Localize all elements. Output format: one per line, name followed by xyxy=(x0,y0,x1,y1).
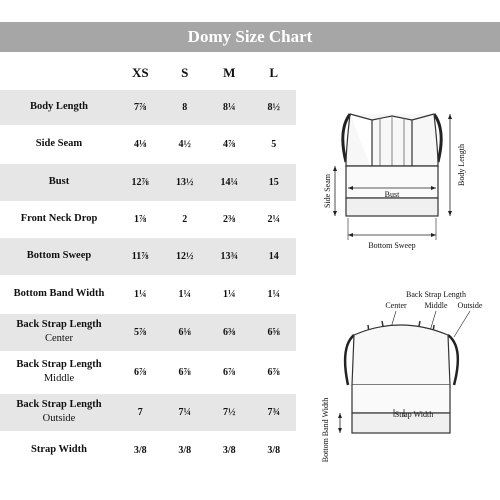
size-value: 3/8 xyxy=(118,432,163,468)
table-row xyxy=(0,236,296,276)
size-table xyxy=(0,56,296,470)
back-body xyxy=(352,385,450,413)
table-row xyxy=(0,312,296,352)
table-row xyxy=(0,392,296,432)
side-seam-label: Side Seam xyxy=(323,174,332,208)
measurement-sublabel: Middle xyxy=(43,373,75,384)
size-value: 1¼ xyxy=(252,276,297,312)
measurement-sublabel: Center xyxy=(45,333,73,344)
front-measurement-diagram xyxy=(310,100,495,260)
measurement-sublabel: Outside xyxy=(42,413,76,424)
size-value: 1¼ xyxy=(207,276,252,312)
size-value: 2⅜ xyxy=(207,202,252,236)
size-header: S xyxy=(181,65,189,80)
measurement-label xyxy=(0,202,118,236)
measurement-name: Front Neck Drop xyxy=(20,212,98,224)
back-top-outline xyxy=(352,325,450,385)
table-row xyxy=(0,126,296,162)
measurement-label xyxy=(0,126,118,162)
measurement-label xyxy=(0,432,118,468)
measurement-label xyxy=(0,312,118,352)
bottom-band-width-label: Bottom Band Width xyxy=(321,397,330,463)
size-value: 1¼ xyxy=(118,276,163,312)
measurement-label xyxy=(0,276,118,312)
size-value: 4⅞ xyxy=(207,126,252,162)
size-value: 7⅞ xyxy=(118,90,163,126)
size-value: 13¾ xyxy=(207,236,252,276)
measurement-name: Back Strap Length xyxy=(16,358,102,370)
size-value: 7 xyxy=(118,392,163,432)
bottom-sweep-label: Bottom Sweep xyxy=(368,241,416,250)
measurement-name: Bust xyxy=(48,175,70,187)
chart-title: Domy Size Chart xyxy=(0,22,500,52)
strap-width-label: Strap Width xyxy=(394,410,434,419)
size-value: 8¼ xyxy=(207,90,252,126)
table-row xyxy=(0,276,296,312)
size-value: 13½ xyxy=(163,162,208,202)
table-row xyxy=(0,90,296,126)
table-row xyxy=(0,432,296,468)
size-value: 3/8 xyxy=(252,432,297,468)
size-value: 6⅞ xyxy=(163,352,208,392)
back-strap-length-label: Back Strap Length xyxy=(406,290,466,299)
size-value: 6⅜ xyxy=(207,312,252,352)
size-value: 7¼ xyxy=(163,392,208,432)
center-label: Center xyxy=(385,301,407,310)
measurement-label xyxy=(0,90,118,126)
size-value: 1¼ xyxy=(163,276,208,312)
size-value: 2 xyxy=(163,202,208,236)
corner-cell xyxy=(0,56,118,90)
measurement-name: Back Strap Length xyxy=(16,318,102,330)
measurement-name: Bottom Sweep xyxy=(26,249,92,261)
size-value: 3/8 xyxy=(207,432,252,468)
measurement-label xyxy=(0,162,118,202)
size-header: L xyxy=(269,65,279,80)
measurement-name: Body Length xyxy=(29,101,89,113)
body-length-label: Body Length xyxy=(457,144,466,186)
outside-label: Outside xyxy=(457,301,483,310)
table-row xyxy=(0,352,296,392)
size-header: M xyxy=(223,65,236,80)
table-row xyxy=(0,202,296,236)
measurement-label xyxy=(0,236,118,276)
measurement-label xyxy=(0,392,118,432)
size-value: 4⅛ xyxy=(118,126,163,162)
size-value: 8 xyxy=(163,90,208,126)
size-value: 7¾ xyxy=(252,392,297,432)
size-value: 7½ xyxy=(207,392,252,432)
measurement-label xyxy=(0,352,118,392)
measurement-name: Strap Width xyxy=(31,443,87,455)
size-value: 12⅞ xyxy=(118,162,163,202)
table-row xyxy=(0,162,296,202)
size-value: 5 xyxy=(252,126,297,162)
size-value: 11⅞ xyxy=(118,236,163,276)
size-value: 6⅞ xyxy=(207,352,252,392)
back-measurement-diagram xyxy=(318,285,498,470)
size-value: 2¼ xyxy=(252,202,297,236)
size-value: 14 xyxy=(252,236,297,276)
size-value: 1⅞ xyxy=(118,202,163,236)
measurement-name: Bottom Band Width xyxy=(13,287,105,299)
size-value: 8½ xyxy=(252,90,297,126)
size-value: 6⅞ xyxy=(118,352,163,392)
size-value: 6⅝ xyxy=(252,312,297,352)
size-value: 4½ xyxy=(163,126,208,162)
bust-label: Bust xyxy=(384,190,400,199)
size-header: XS xyxy=(131,65,149,80)
middle-label: Middle xyxy=(424,301,448,310)
size-value: 14¼ xyxy=(207,162,252,202)
size-value: 5⅞ xyxy=(118,312,163,352)
size-value: 6⅛ xyxy=(163,312,208,352)
measurement-name: Side Seam xyxy=(35,137,83,149)
size-value: 3/8 xyxy=(163,432,208,468)
size-value: 6⅞ xyxy=(252,352,297,392)
size-value: 12½ xyxy=(163,236,208,276)
size-value: 15 xyxy=(252,162,297,202)
header-row xyxy=(0,56,296,90)
front-band xyxy=(346,198,438,216)
measurement-name: Back Strap Length xyxy=(16,398,102,410)
